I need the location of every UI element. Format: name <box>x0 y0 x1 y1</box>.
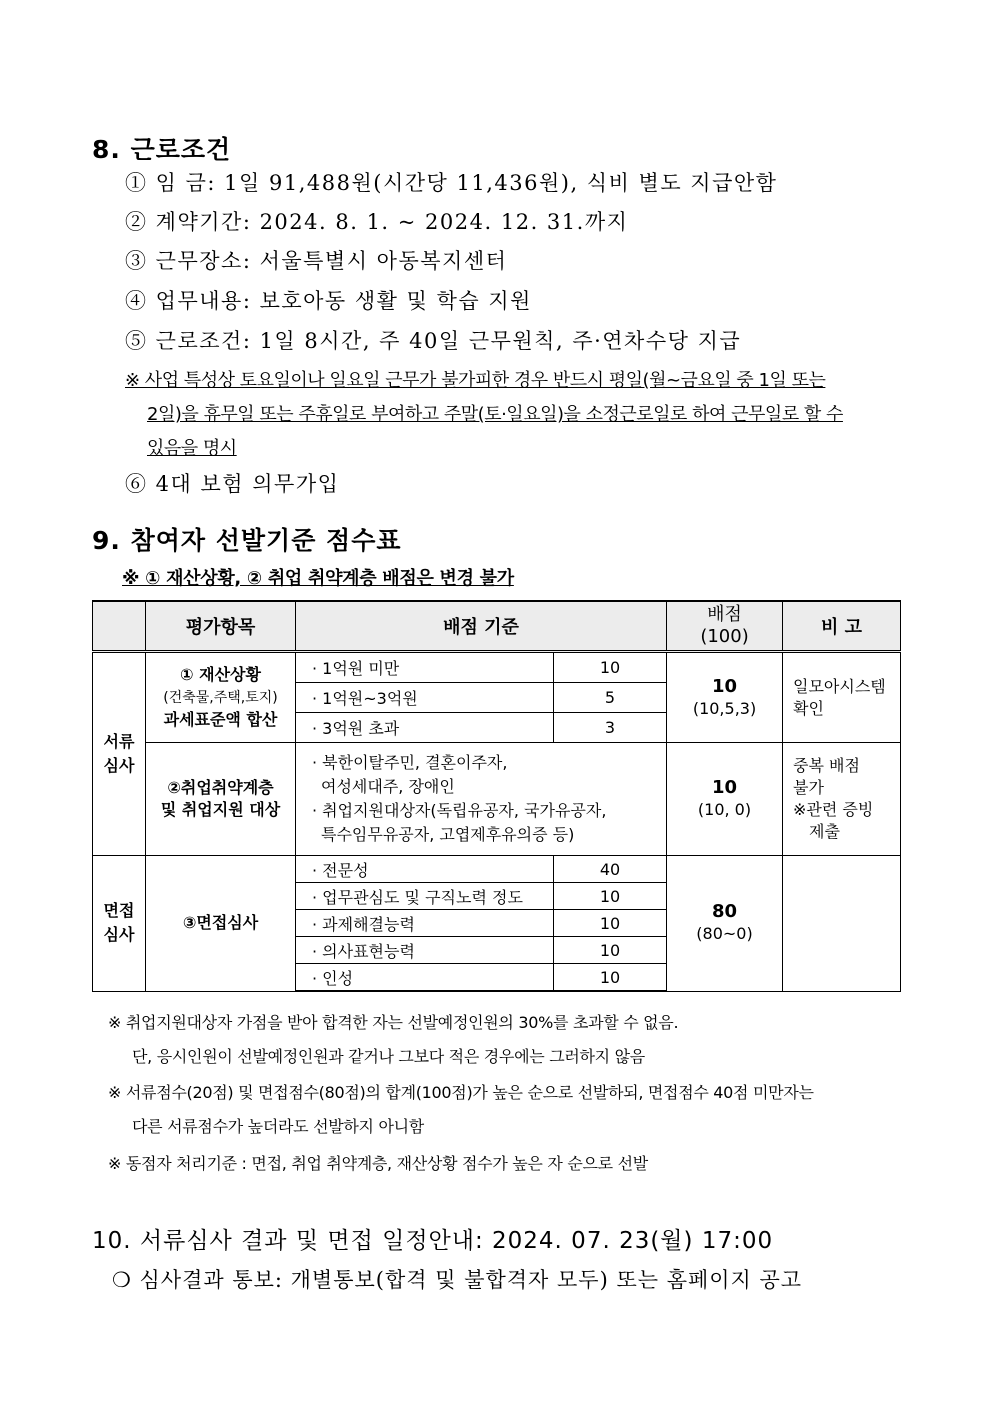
working-conditions-item: ⑤ 근로조건: 1일 8시간, 주 40일 근무원칙, 주·연차수당 지급 <box>125 329 742 353</box>
result-notice-item: ❍ 심사결과 통보: 개별통보(합격 및 불합격자 모두) 또는 홈페이지 공고 <box>112 1268 803 1292</box>
section-8-heading: 8. 근로조건 <box>92 135 232 164</box>
interview-criteria-score: 10 <box>554 883 667 910</box>
asset-criteria-label: · 1억원 미만 <box>296 652 554 683</box>
interview-criteria-label: · 의사표현능력 <box>296 937 554 964</box>
asset-criteria-score: 3 <box>554 713 667 743</box>
asset-criteria-label: · 3억원 초과 <box>296 713 554 743</box>
section-10-heading: 10. 서류심사 결과 및 면접 일정안내: 2024. 07. 23(월) 17:00 <box>92 1228 774 1254</box>
asset-criteria-label: · 1억원~3억원 <box>296 683 554 713</box>
interview-criteria-score: 10 <box>554 910 667 937</box>
interview-criteria-label: · 업무관심도 및 구직노력 정도 <box>296 883 554 910</box>
insurance-item: ⑥ 4대 보험 의무가입 <box>125 472 340 496</box>
interview-criteria-score: 10 <box>554 937 667 964</box>
vulnerable-remark: 중복 배점 불가 ※관련 증빙 제출 <box>783 743 901 856</box>
contract-period-item: ② 계약기간: 2024. 8. 1. ~ 2024. 12. 31.까지 <box>125 210 629 234</box>
asset-criteria-score: 10 <box>554 652 667 683</box>
header-points: 배점 (100) <box>667 601 783 652</box>
wage-item: ① 임 금: 1일 91,488원(시간당 11,436원), 식비 별도 지급안함 <box>125 171 778 195</box>
interview-criteria-label: · 과제해결능력 <box>296 910 554 937</box>
header-blank <box>93 601 146 652</box>
interview-remark <box>783 856 901 992</box>
footnote-score-minimum: 다른 서류점수가 높더라도 선발하지 아니함 <box>132 1117 424 1136</box>
asset-points: 10 (10,5,3) <box>667 652 783 743</box>
footnote-tie-break: ※ 동점자 처리기준 : 면접, 취업 취약계층, 재산상황 점수가 높은 자 순으로 선발 <box>108 1154 648 1173</box>
vulnerable-criteria: · 북한이탈주민, 결혼이주자, 여성세대주, 장애인 · 취업지원대상자(독립유공자, 국가유공자, 특수임무유공자, 고엽제후유의증 등) <box>296 743 667 856</box>
asset-criteria-score: 5 <box>554 683 667 713</box>
footnote-bonus-exception: 단, 응시인원이 선발예정인원과 같거나 그보다 적은 경우에는 그러하지 않음 <box>132 1047 645 1066</box>
vulnerable-item-name: ②취업취약계층 및 취업지원 대상 <box>146 743 296 856</box>
fixed-score-note: ※ ① 재산상황, ② 취업 취약계층 배점은 변경 불가 <box>122 568 514 589</box>
asset-item-name: ① 재산상황 (건축물,주택,토지) 과세표준액 합산 <box>146 652 296 743</box>
header-remark: 비 고 <box>783 601 901 652</box>
footnote-score-sum: ※ 서류점수(20점) 및 면접점수(80점)의 합계(100점)가 높은 순으로 선발하되, 면접점수 40점 미만자는 <box>108 1083 814 1102</box>
interview-criteria-label: · 인성 <box>296 964 554 992</box>
interview-points: 80 (80~0) <box>667 856 783 992</box>
interview-criteria-label: · 전문성 <box>296 856 554 883</box>
section-9-heading: 9. 참여자 선발기준 점수표 <box>92 526 402 555</box>
interview-criteria-score: 10 <box>554 964 667 992</box>
workplace-item: ③ 근무장소: 서울특별시 아동복지센터 <box>125 249 508 273</box>
vulnerable-points: 10 (10, 0) <box>667 743 783 856</box>
selection-score-table <box>92 600 901 992</box>
weekend-note-line-1: ※ 사업 특성상 토요일이나 일요일 근무가 불가피한 경우 반드시 평일(월~금요일 중 1일 또는 <box>125 370 826 391</box>
header-criteria: 배점 기준 <box>296 601 667 652</box>
category-document-review: 서류 심사 <box>93 652 146 856</box>
category-interview: 면접 심사 <box>93 856 146 992</box>
interview-criteria-score: 40 <box>554 856 667 883</box>
weekend-note-line-3: 있음을 명시 <box>147 438 237 459</box>
footnote-bonus-limit: ※ 취업지원대상자 가점을 받아 합격한 자는 선발예정인원의 30%를 초과할 수 없음. <box>108 1013 679 1032</box>
weekend-note-line-2: 2일)을 휴무일 또는 주휴일로 부여하고 주말(토·일요일)을 소정근로일로 하여 근무일로 할 수 <box>147 404 843 425</box>
job-description-item: ④ 업무내용: 보호아동 생활 및 학습 지원 <box>125 289 532 313</box>
header-evaluation-item: 평가항목 <box>146 601 296 652</box>
interview-item-name: ③면접심사 <box>146 856 296 992</box>
asset-remark: 일모아시스템 확인 <box>783 652 901 743</box>
